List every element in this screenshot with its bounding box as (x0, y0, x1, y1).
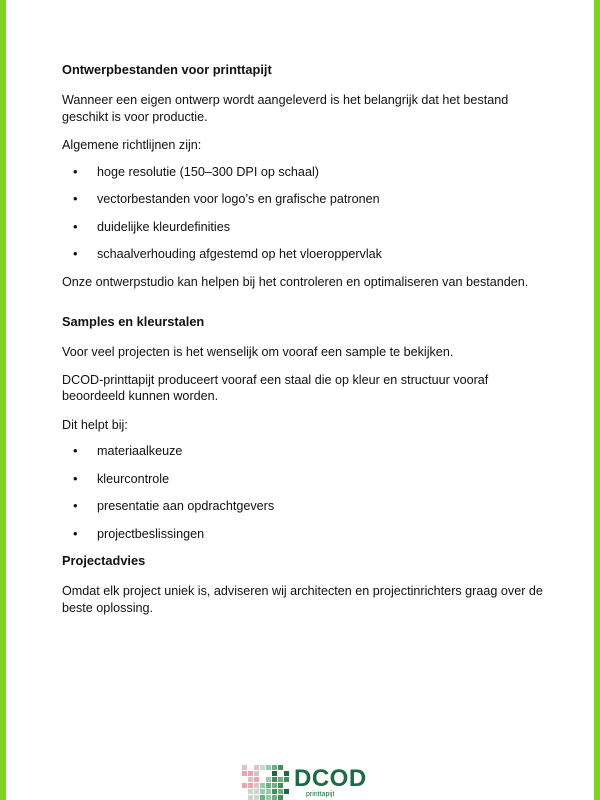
list-item: • duidelijke kleurdefinities (62, 219, 546, 236)
section-heading-ontwerpbestanden: Ontwerpbestanden voor printtapijt (62, 62, 272, 77)
list-item: • kleurcontrole (62, 471, 546, 488)
logo-wordmark: DCOD (294, 765, 367, 792)
list-item: • materiaalkeuze (62, 443, 546, 460)
benefits-list (62, 443, 546, 542)
paragraph-intro: Wanneer een eigen ontwerp wordt aangeleverd is het belangrijk dat het bestand geschikt is voor productie. (62, 93, 509, 124)
logo-subtitle: printtapijt (306, 791, 335, 798)
section-heading-samples: Samples en kleurstalen (62, 314, 205, 329)
guidelines-list (62, 164, 546, 263)
paragraph-samples-2: DCOD-printtapijt produceert vooraf een staal die op kleur en structuur vooraf beoordeeld kunnen worden. (62, 372, 489, 403)
paragraph-projectadvies: Omdat elk project uniek is, adviseren wij architecten en projectinrichters graag over de beste oplossing. (62, 584, 543, 615)
paragraph-list-intro: Algemene richtlijnen zijn: (62, 138, 202, 152)
list-item: • vectorbestanden voor logo’s en grafische patronen (62, 191, 546, 208)
list-item: • presentatie aan opdrachtgevers (62, 498, 546, 515)
list-item: • schaalverhouding afgestemd op het vloeroppervlak (62, 246, 546, 263)
pixel-mosaic-icon (242, 765, 290, 800)
paragraph-samples-1: Voor veel projecten is het wenselijk om vooraf een sample te bekijken. (62, 345, 454, 359)
document-content (62, 62, 546, 616)
paragraph-list-intro: Dit helpt bij: (62, 417, 128, 432)
section-heading-projectadvies: Projectadvies (62, 553, 146, 568)
paragraph-closing: Onze ontwerpstudio kan helpen bij het controleren en optimaliseren van bestanden. (62, 274, 529, 289)
list-item: • hoge resolutie (150–300 DPI op schaal) (62, 164, 546, 181)
list-item: • projectbeslissingen (62, 526, 546, 543)
dcod-logo (242, 765, 372, 800)
